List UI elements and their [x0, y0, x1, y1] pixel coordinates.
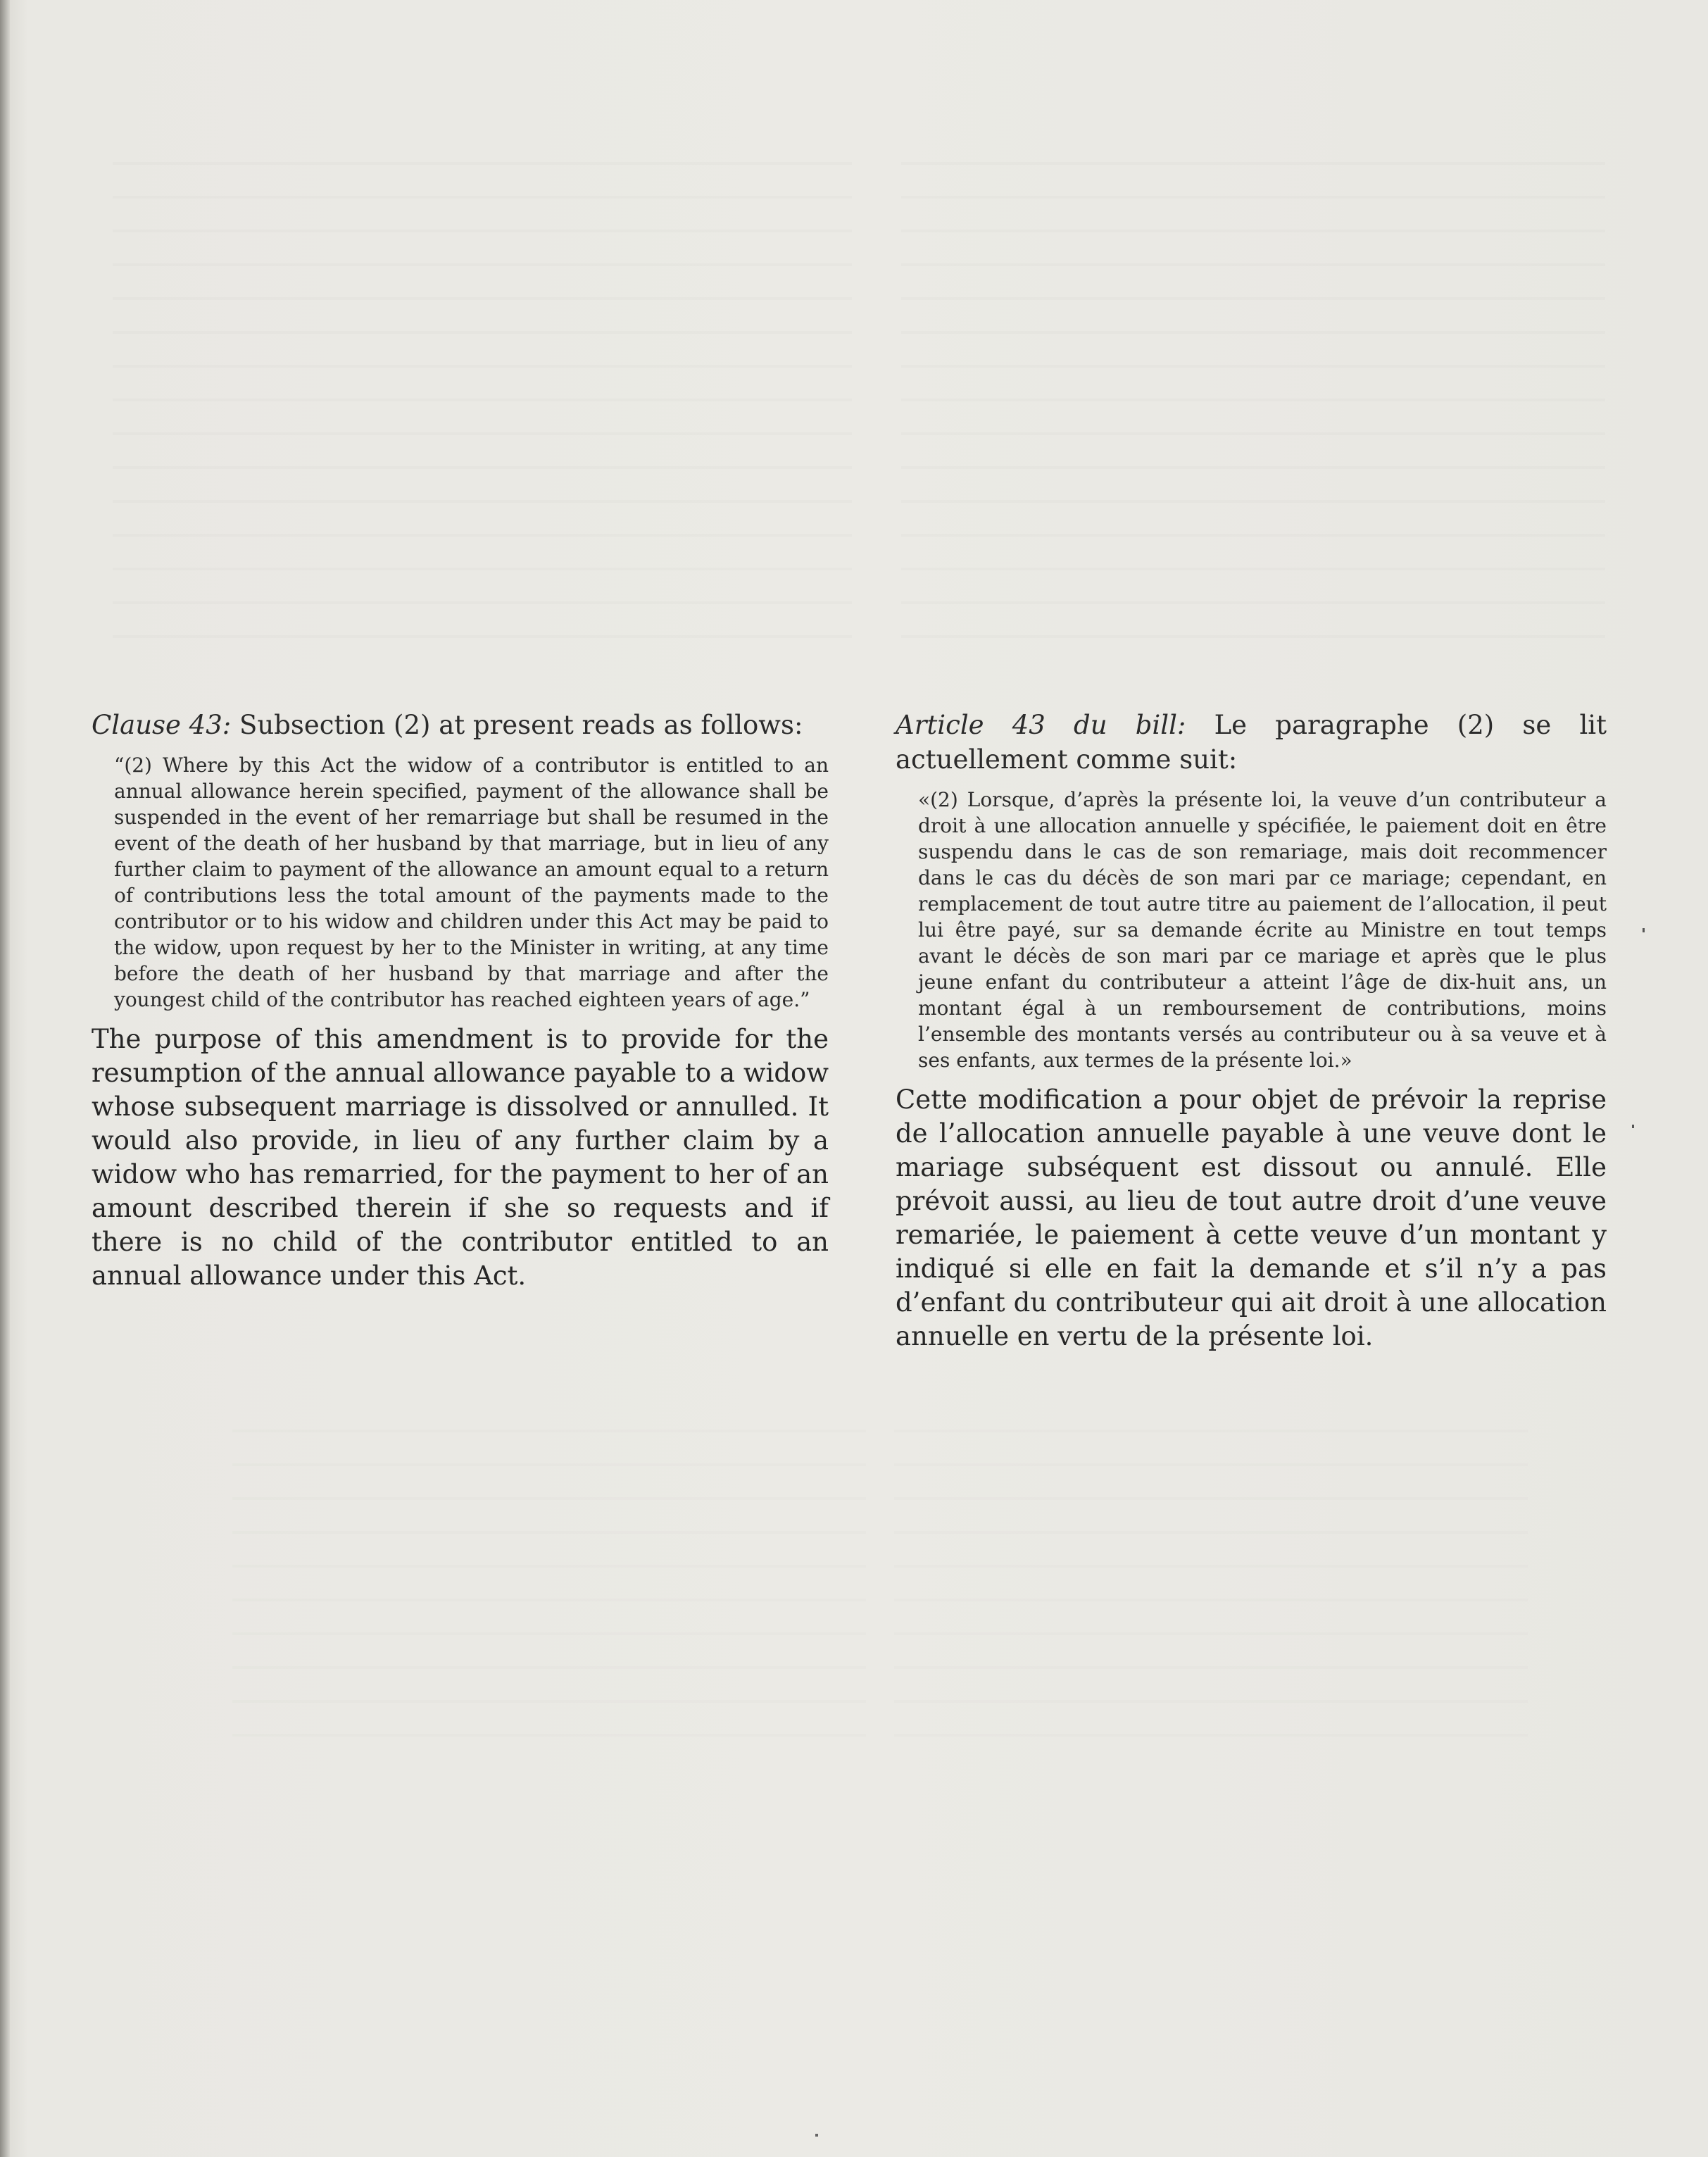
- clause-heading: [92, 708, 829, 742]
- quoted-subsection: “(2) Where by this Act the widow of a contributor is entitled to an annual allowance herein specified, payment of the allowance shall be suspended in the event of her remarriage but shall be resumed in the event of the death of her husband by that marriage, but in lieu of any further claim to payment of the allowance an amount equal to a return of contributions less the total amount of the payments made to the contributor or to his widow and children under this Act may be paid to the widow, upon request by her to the Minister in writing, at any time before the death of her husband by that marriage and after the youngest child of the contributor has reached eighteen years of age.”: [114, 754, 829, 1011]
- clause-heading-text: Le paragraphe (2) se lit actuellement comme suit:: [896, 710, 1607, 775]
- bleed-through-texture: [894, 1430, 1528, 1746]
- bleed-through-texture: [232, 1430, 866, 1746]
- clause-label: Article 43 du bill:: [896, 710, 1186, 740]
- french-column: [896, 708, 1607, 1353]
- clause-heading: [896, 708, 1607, 777]
- scan-speck: [815, 2134, 818, 2137]
- english-column: [92, 708, 829, 1293]
- scan-speck: [1632, 1125, 1634, 1128]
- quoted-subsection: «(2) Lorsque, d’après la présente loi, la veuve d’un contributeur a droit à une allocation annuelle y spécifiée, le paiement doit en être suspendu dans le cas de son remariage, mais doit recommencer dans le cas du décès de son mari par ce mariage; cependant, en remplacement de tout autre titre au paiement de l’allocation, il peut lui être payé, sur sa demande écrite au Ministre en tout temps avant le décès de son mari par ce mariage et après que le plus jeune enfant du contributeur a atteint l’âge de dix-huit ans, un montant égal à un remboursement de contributions, moins l’ensemble des montants versés au contributeur ou à sa veuve et à ses enfants, aux termes de la présente loi.»: [918, 788, 1607, 1072]
- clause-heading-text: Subsection (2) at present reads as follows:: [231, 710, 803, 740]
- explanatory-note: Cette modification a pour objet de prévoir la reprise de l’allocation annuelle payable à une veuve dont le mariage subséquent est dissout ou annulé. Elle prévoit aussi, au lieu de tout autre droit d’une veuve remariée, le paiement à cette veuve d’un montant y indiqué si elle en fait la demande et s’il n’y a pas d’enfant du contributeur qui ait droit à une allocation annuelle en vertu de la présente loi.: [896, 1084, 1607, 1351]
- clause-label: Clause 43:: [92, 710, 232, 740]
- scan-speck: [1643, 928, 1645, 932]
- book-spine-shadow: [0, 0, 10, 2157]
- bleed-through-texture: [113, 162, 852, 655]
- bleed-through-texture: [901, 162, 1605, 655]
- explanatory-note: The purpose of this amendment is to provide for the resumption of the annual allowance payable to a widow whose subsequent marriage is dissolved or annulled. It would also provide, in lieu of any further claim by a widow who has remarried, for the payment to her of an amount described therein if she so requests and if there is no child of the contributor entitled to an annual allowance under this Act.: [92, 1024, 829, 1291]
